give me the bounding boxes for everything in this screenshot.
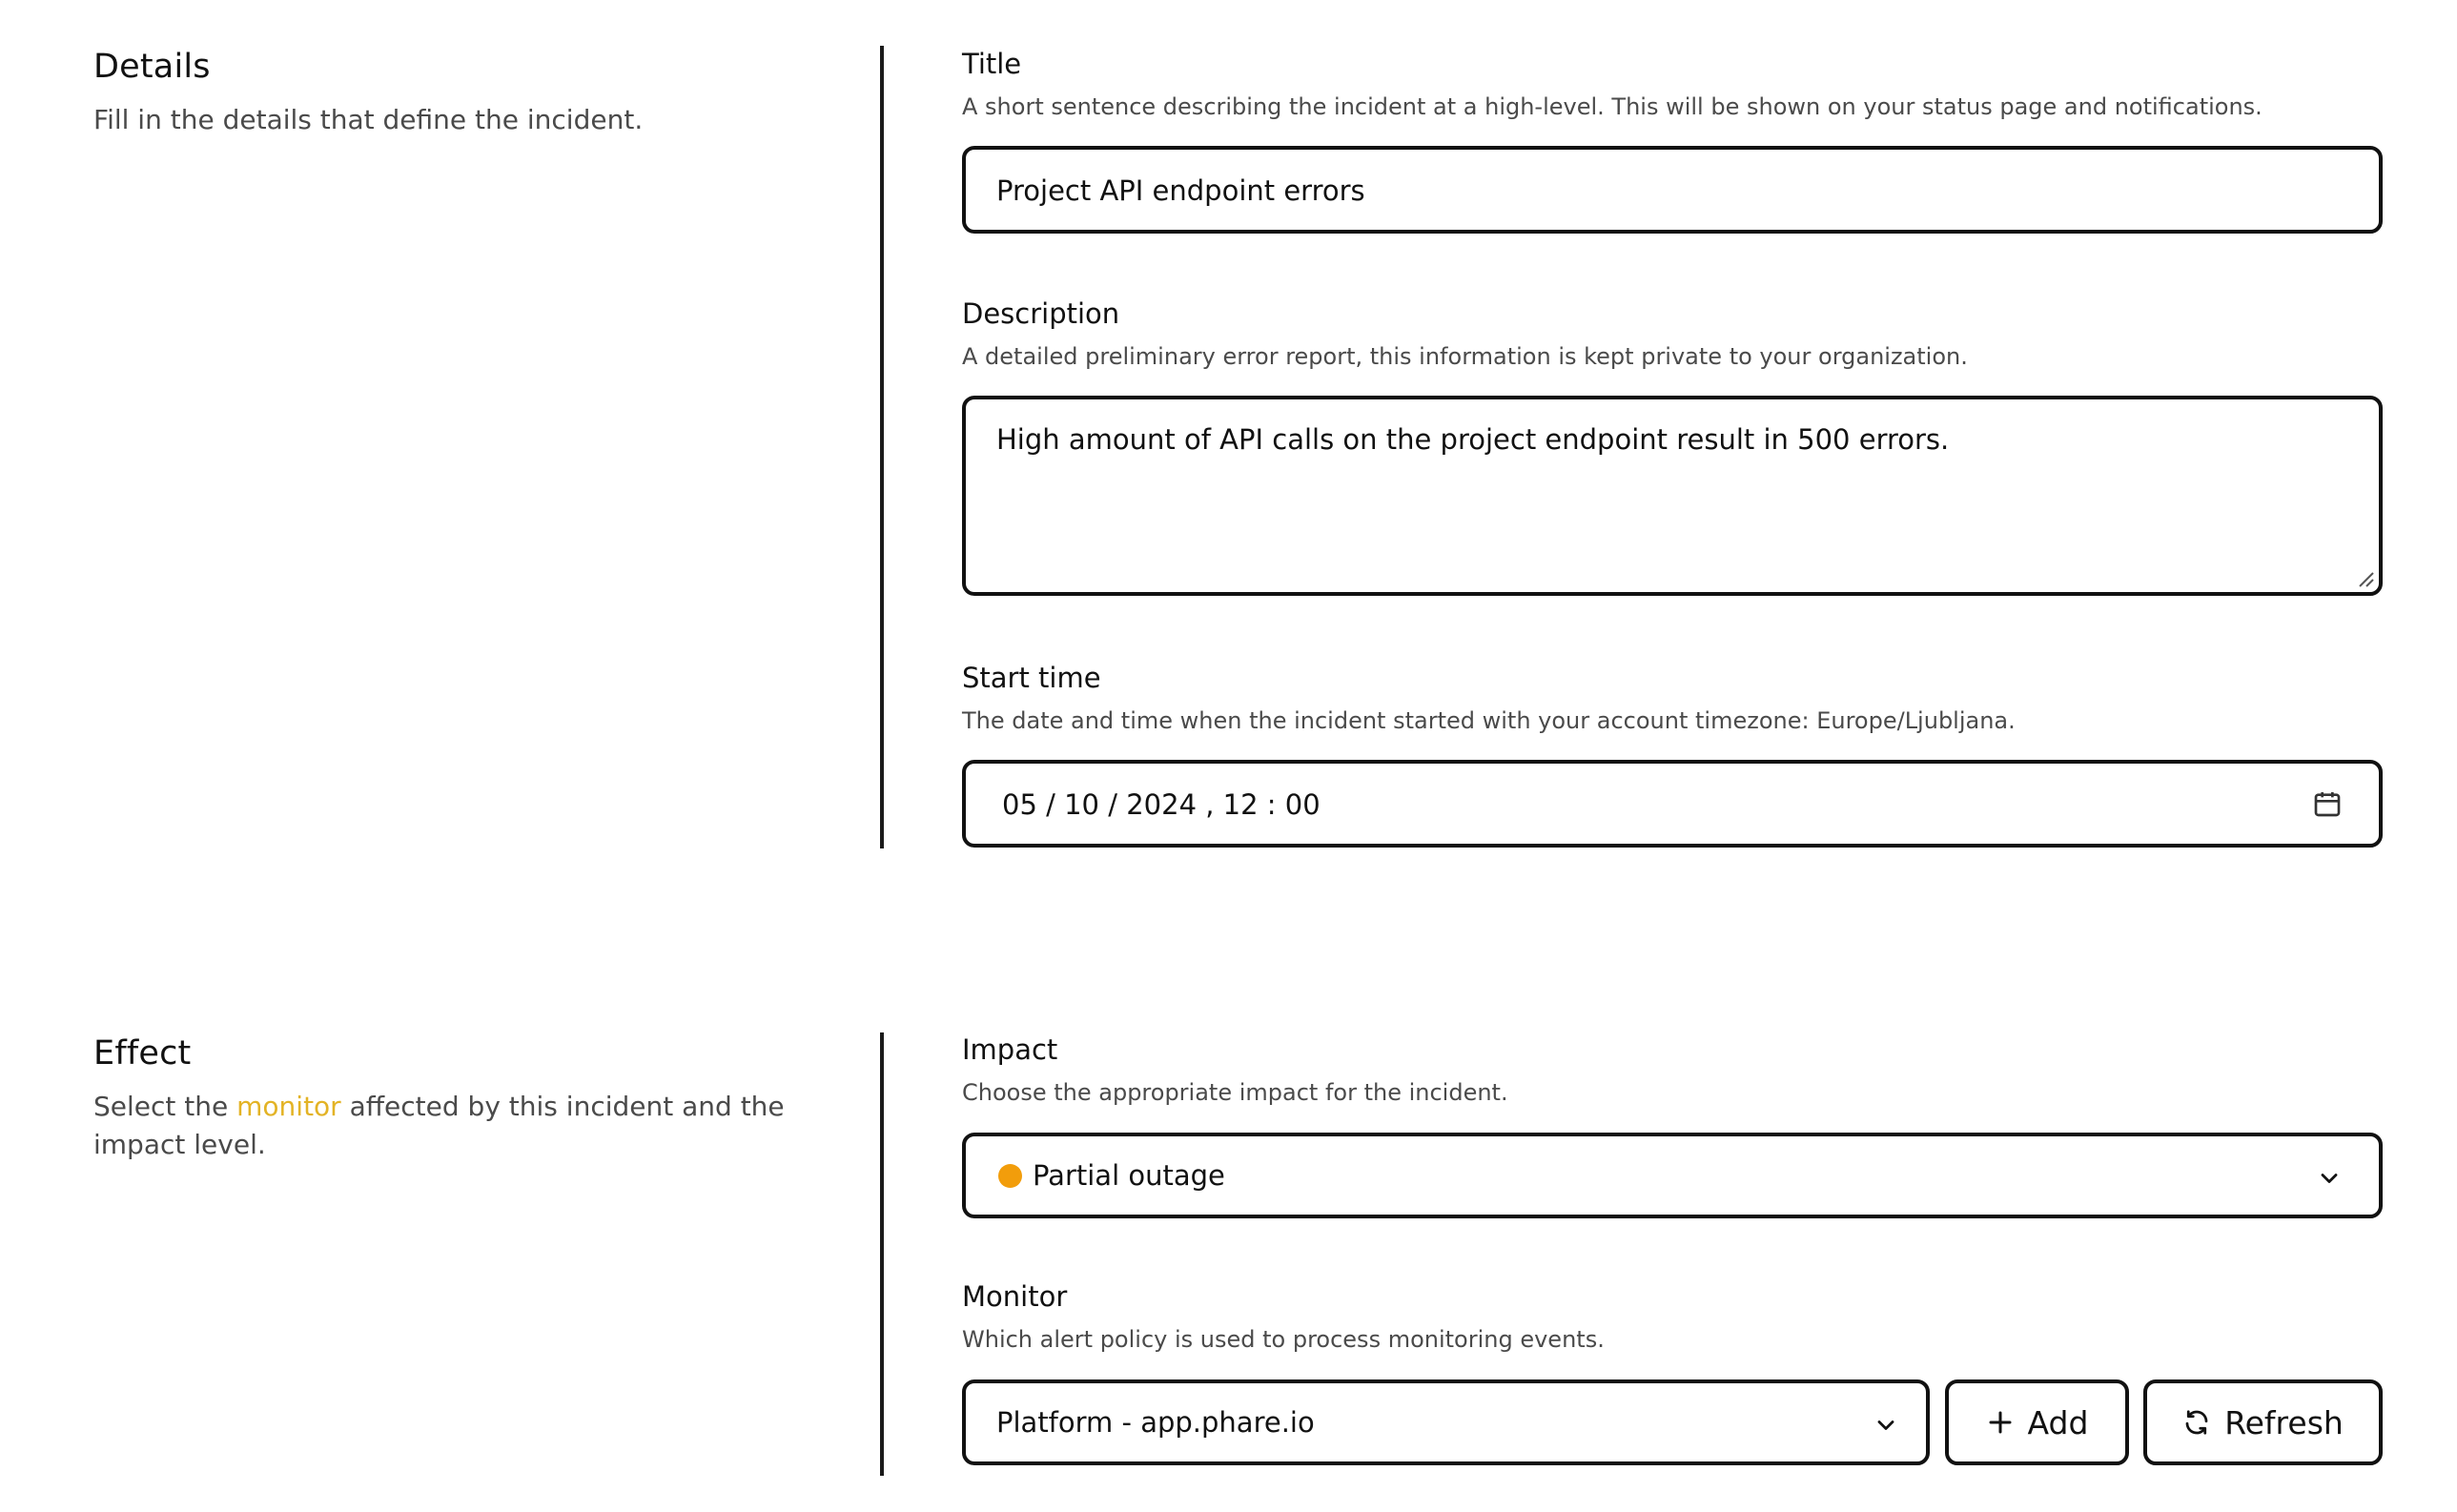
effect-heading: Effect <box>93 1034 192 1073</box>
plus-icon <box>1986 1408 2015 1437</box>
chevron-down-icon <box>1873 1412 1899 1439</box>
refresh-button-label: Refresh <box>2224 1403 2344 1441</box>
monitor-help: Which alert policy is used to process monitoring events. <box>962 1326 1605 1353</box>
title-help: A short sentence describing the incident at a high-level. This will be shown on your status page and notifications. <box>962 93 2262 120</box>
resize-handle-icon[interactable] <box>2356 569 2375 588</box>
effect-divider <box>880 1032 884 1476</box>
chevron-down-icon <box>2316 1165 2343 1192</box>
effect-description-text: Select the <box>93 1091 237 1122</box>
monitor-label: Monitor <box>962 1280 1068 1313</box>
impact-label: Impact <box>962 1033 1058 1066</box>
title-input[interactable] <box>962 146 2383 234</box>
effect-section <box>0 1025 2457 1512</box>
description-help: A detailed preliminary error report, this information is kept private to your organization. <box>962 343 1968 370</box>
description-label: Description <box>962 297 1120 330</box>
start-time-input[interactable] <box>962 760 2383 848</box>
add-monitor-button[interactable] <box>1945 1379 2129 1465</box>
description-textarea[interactable] <box>962 396 2383 596</box>
impact-help: Choose the appropriate impact for the incident. <box>962 1079 1508 1106</box>
add-button-label: Add <box>2027 1403 2089 1441</box>
details-heading: Details <box>93 48 211 86</box>
title-label: Title <box>962 48 1022 80</box>
description-textarea-value: High amount of API calls on the project endpoint result in 500 errors. <box>996 423 1950 456</box>
impact-select-value: Partial outage <box>1033 1159 1225 1192</box>
details-description: Fill in the details that define the incident. <box>93 104 644 135</box>
calendar-icon[interactable] <box>2312 788 2343 819</box>
monitor-link[interactable]: monitor <box>236 1091 341 1122</box>
title-input-value: Project API endpoint errors <box>996 174 1365 207</box>
effect-description-text-2: affected by this incident and the impact level. <box>93 1091 785 1160</box>
start-time-help: The date and time when the incident started with your account timezone: Europe/Ljubljana. <box>962 707 2016 734</box>
monitor-select-value: Platform - app.phare.io <box>996 1406 1315 1439</box>
impact-status-dot <box>998 1164 1022 1188</box>
start-time-label: Start time <box>962 662 1101 694</box>
start-time-value: 05 / 10 / 2024 , 12 : 00 <box>1002 788 1321 821</box>
monitor-select[interactable] <box>962 1379 1930 1465</box>
refresh-monitors-button[interactable] <box>2143 1379 2383 1465</box>
effect-description <box>93 1088 818 1164</box>
impact-select[interactable] <box>962 1133 2383 1218</box>
details-divider <box>880 46 884 848</box>
refresh-icon <box>2182 1408 2211 1437</box>
